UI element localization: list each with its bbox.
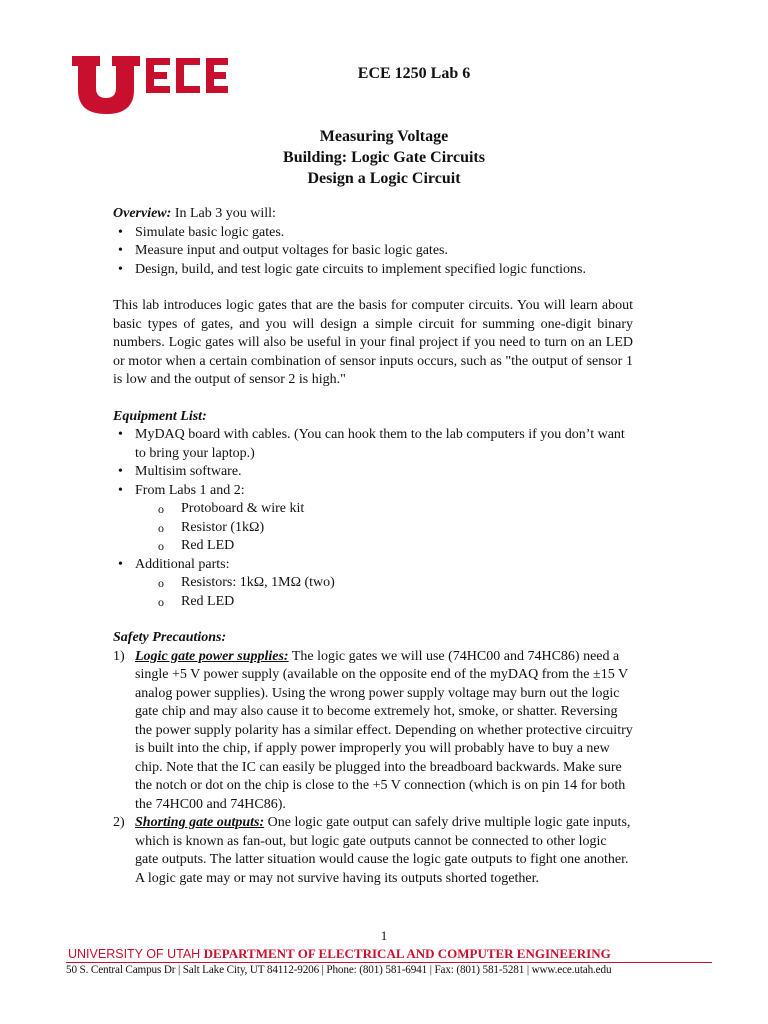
footer-institution	[68, 946, 611, 962]
sub-list-item: o Red LED	[113, 537, 633, 556]
safety-item-title: Logic gate power supplies:	[135, 648, 289, 664]
intro-paragraph: This lab introduces logic gates that are the basis for computer circuits. You will learn about basic types of gates, and you will design a simple circuit for summing one-digit binary numbers. Logic gates will also be useful in your final project if you need to turn on an LED or motor when a certain combination of sensor inputs occurs, such as "the output of sensor 1 is low and the output of sensor 2 is high."	[113, 298, 633, 387]
footer-divider	[66, 962, 712, 963]
list-item-label: From Labs 1 and 2:	[135, 482, 245, 498]
safety-section	[113, 629, 633, 888]
equipment-section	[113, 408, 633, 612]
labs-parts-list	[113, 500, 633, 556]
safety-list	[113, 648, 633, 889]
safety-item	[113, 814, 633, 888]
document-title: ECE 1250 Lab 6	[357, 65, 471, 82]
list-item	[113, 482, 633, 501]
footer-university: UNIVERSITY OF UTAH	[68, 947, 204, 961]
item-number: 1)	[113, 648, 125, 664]
document-body	[113, 205, 633, 888]
list-item: • Design, build, and test logic gate circuits to implement specified logic functions.	[113, 261, 633, 280]
safety-item-text: One logic gate output can safely drive multiple logic gate inputs, which is known as fan-out, but logic gate outputs cannot be connected to other logic gate outputs. The latter situation would cause the logic gate outputs to fight one another. A logic gate may or may not survive having its outputs shorted together.	[135, 815, 631, 886]
safety-item-text: The logic gates we will use (74HC00 and 74HC86) need a single +5 V power supply (available on the opposite end of the myDAQ from the ±15 V analog power supplies). Using the wrong power supply voltage may burn out the logic gate chip and may also cause it to become extremely hot, smoke, or shatter. Reversing the power supply polarity has a similar effect. Depending on whether protective circuitry is built into the chip, if apply power improperly you will probably have to buy a new chip. Note that the IC can easily be plugged into the breadboard backwards. Make sure the notch or dot on the chip is close to the +5 V connection (which is on pin 14 for both the 74HC00 and 74HC86).	[135, 648, 633, 812]
sub-list-item: o Resistor (1kΩ)	[113, 519, 633, 538]
sub-list-item: o Resistors: 1kΩ, 1MΩ (two)	[113, 574, 633, 593]
page-number: 1	[380, 928, 388, 943]
overview-intro: In Lab 3 you will:	[171, 206, 276, 221]
footer-address: 50 S. Central Campus Dr | Salt Lake City, UT 84112-9206 | Phone: (801) 581-6941 | Fax: (801) 581-5281 | www.ece.utah.edu	[66, 964, 612, 976]
sub-list-item: o Protoboard & wire kit	[113, 500, 633, 519]
list-item: • Additional parts:	[113, 556, 633, 575]
overview-list	[113, 224, 633, 280]
list-item: • Multisim software.	[113, 463, 633, 482]
list-item: • Simulate basic logic gates.	[113, 224, 633, 243]
item-number: 2)	[113, 815, 125, 830]
title-line-3: Design a Logic Circuit	[307, 170, 461, 187]
title-line-1: Measuring Voltage	[319, 128, 449, 145]
university-of-utah-ece-logo	[70, 52, 230, 116]
overview-section	[113, 205, 633, 279]
safety-label: Safety Precautions:	[113, 630, 227, 645]
overview-label: Overview:	[113, 206, 172, 221]
lab-titles	[0, 126, 768, 189]
title-line-2: Building: Logic Gate Circuits	[283, 149, 485, 166]
sub-list-item: o Red LED	[113, 593, 633, 612]
equipment-label: Equipment List:	[113, 408, 207, 424]
list-item: • MyDAQ board with cables. (You can hook them to the lab computers if you don’t want to bring your laptop.)	[113, 426, 633, 463]
additional-parts-list	[113, 574, 633, 611]
list-item: • Measure input and output voltages for basic logic gates.	[113, 242, 633, 261]
equipment-list-continued	[113, 556, 633, 575]
safety-item-title: Shorting gate outputs:	[135, 815, 265, 830]
safety-item	[113, 648, 633, 815]
equipment-list	[113, 426, 633, 500]
footer-department: DEPARTMENT OF ELECTRICAL AND COMPUTER ENGINEERING	[203, 946, 611, 961]
